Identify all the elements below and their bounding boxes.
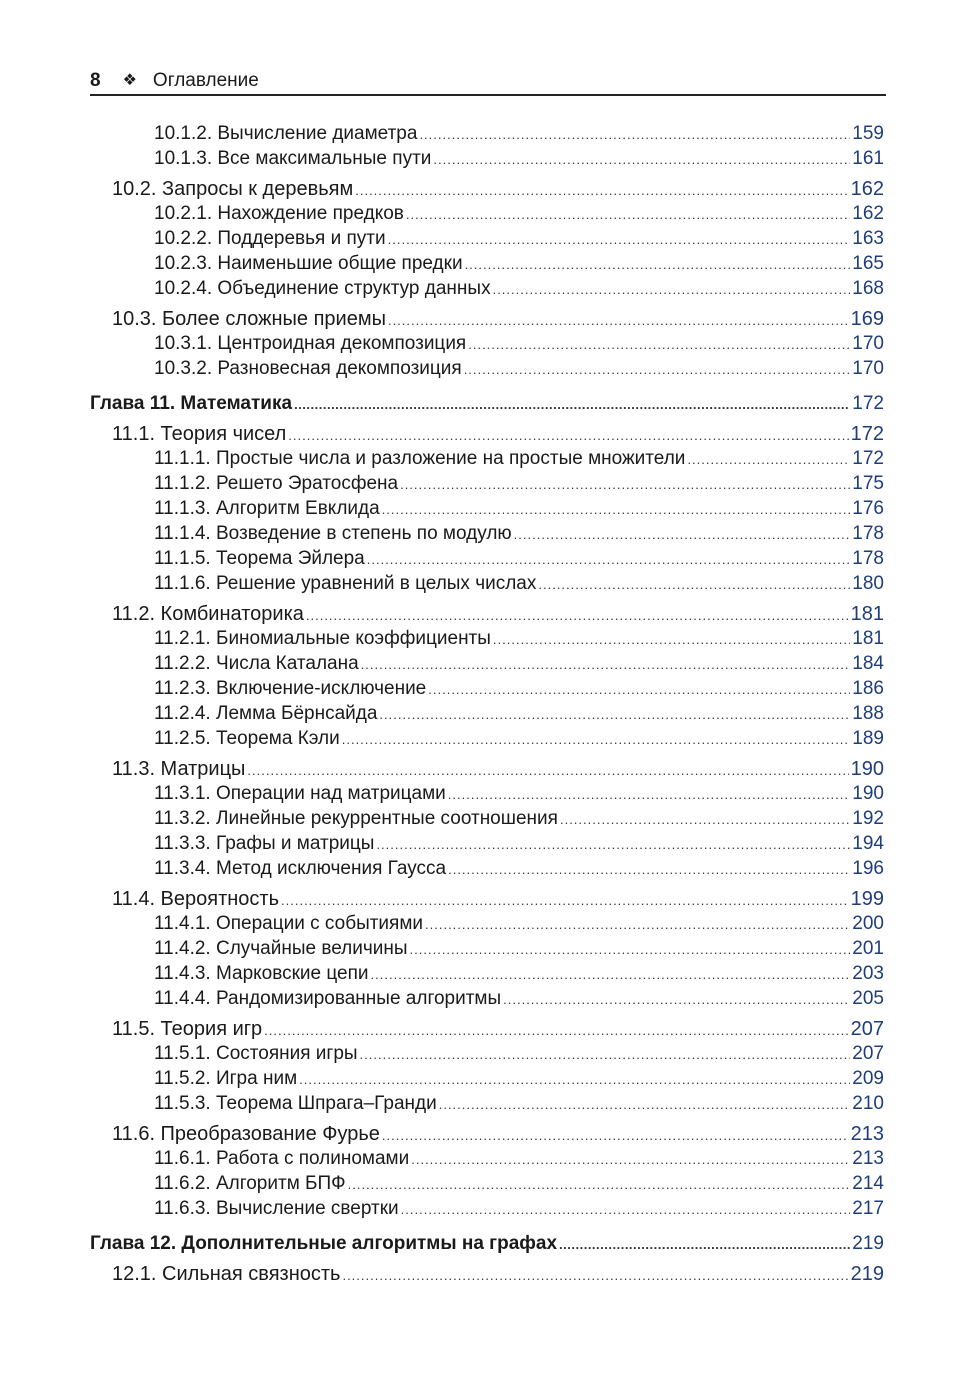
toc-entry-title: 11.4.4. Рандомизированные алгоритмы — [154, 988, 502, 1009]
dot-leader — [281, 893, 849, 908]
toc-entry-title: 10.2.4. Объединение структур данных — [154, 278, 491, 299]
toc-page-number: 170 — [852, 358, 884, 379]
toc-subsection-entry[interactable] — [0, 628, 974, 653]
toc-page-number: 217 — [852, 1198, 884, 1219]
dot-leader — [433, 152, 850, 167]
dot-leader — [687, 452, 850, 467]
dot-leader — [342, 732, 851, 747]
toc-section-entry[interactable] — [0, 308, 974, 333]
toc-entry-title: 11.3.3. Графы и матрицы — [154, 833, 375, 854]
toc-entry-title: 11.4.2. Случайные величины — [154, 938, 408, 959]
toc-subsection-entry[interactable] — [0, 333, 974, 358]
toc-subsection-entry[interactable] — [0, 963, 974, 988]
toc-subsection-entry[interactable] — [0, 473, 974, 498]
toc-subsection-entry[interactable] — [0, 573, 974, 598]
dot-leader — [355, 183, 848, 198]
toc-entry-title: 10.1.3. Все максимальные пути — [154, 148, 432, 169]
toc-page-number: 205 — [852, 988, 884, 1009]
toc-entry-title: 11.4.1. Операции с событиями — [154, 913, 424, 934]
header-title: Оглавление — [152, 70, 259, 91]
toc-page-number: 199 — [850, 888, 884, 910]
toc-page-number: 207 — [852, 1043, 884, 1064]
toc-section-entry[interactable] — [0, 1018, 974, 1043]
toc-page-number: 213 — [850, 1123, 884, 1145]
dot-leader — [538, 577, 850, 592]
toc-page-number: 213 — [852, 1148, 884, 1169]
toc-page-number: 172 — [850, 423, 884, 445]
toc-page-number: 194 — [852, 833, 884, 854]
toc-subsection-entry[interactable] — [0, 548, 974, 573]
dot-leader — [468, 337, 850, 352]
dot-leader — [406, 207, 850, 222]
toc-subsection-entry[interactable] — [0, 203, 974, 228]
ornament-icon: ❖ — [122, 72, 137, 89]
toc-entry-title: 11.2.1. Биномиальные коэффициенты — [154, 628, 491, 649]
toc-subsection-entry[interactable] — [0, 1093, 974, 1118]
toc-page-number: 180 — [852, 573, 884, 594]
dot-leader — [514, 527, 851, 542]
toc-subsection-entry[interactable] — [0, 1148, 974, 1173]
dot-leader — [411, 1152, 850, 1167]
dot-leader — [559, 1237, 850, 1252]
dot-leader — [371, 967, 851, 982]
toc-page-number: 201 — [852, 938, 884, 959]
dot-leader — [425, 917, 850, 932]
toc-page-number: 162 — [852, 203, 884, 224]
toc-page-number: 200 — [852, 913, 884, 934]
toc-subsection-entry[interactable] — [0, 1043, 974, 1068]
dot-leader — [348, 1177, 851, 1192]
toc-subsection-entry[interactable] — [0, 678, 974, 703]
toc-subsection-entry[interactable] — [0, 123, 974, 148]
toc-subsection-entry[interactable] — [0, 938, 974, 963]
toc-entry-title: 10.3.2. Разновесная декомпозиция — [154, 358, 462, 379]
toc-subsection-entry[interactable] — [0, 228, 974, 253]
toc-entry-title: 10.2.3. Наименьшие общие предки — [154, 253, 463, 274]
dot-leader — [448, 862, 850, 877]
dot-leader — [400, 477, 850, 492]
toc-entry-title: 11.4.3. Марковские цепи — [154, 963, 369, 984]
toc-subsection-entry[interactable] — [0, 653, 974, 678]
toc-page-number: 172 — [852, 448, 884, 469]
toc-subsection-entry[interactable] — [0, 253, 974, 278]
dot-leader — [306, 608, 849, 623]
dot-leader — [401, 1202, 851, 1217]
toc-page-number: 184 — [852, 653, 884, 674]
toc-page-number: 178 — [852, 523, 884, 544]
toc-page-number: 209 — [852, 1068, 884, 1089]
toc-page-number: 189 — [852, 728, 884, 749]
toc-entry-title: 10.2.2. Поддеревья и пути — [154, 228, 386, 249]
toc-subsection-entry[interactable] — [0, 278, 974, 303]
dot-leader — [410, 942, 851, 957]
toc-subsection-entry[interactable] — [0, 148, 974, 173]
toc-subsection-entry[interactable] — [0, 358, 974, 383]
toc-section-entry[interactable] — [0, 178, 974, 203]
toc-entry-title: 12.1. Сильная связность — [112, 1263, 341, 1285]
toc-entry-title: 11.1.4. Возведение в степень по модулю — [154, 523, 512, 544]
toc-subsection-entry[interactable] — [0, 1173, 974, 1198]
dot-leader — [439, 1097, 851, 1112]
toc-page-number: 192 — [852, 808, 884, 829]
toc-page-number: 181 — [852, 628, 884, 649]
dot-leader — [264, 1023, 848, 1038]
toc-page-number: 190 — [852, 783, 884, 804]
dot-leader — [382, 1128, 849, 1143]
toc-entry-title: Глава 11. Математика — [90, 393, 293, 414]
toc-entry-title: 11.1.6. Решение уравнений в целых числах — [154, 573, 537, 594]
toc-page-number: 214 — [852, 1173, 884, 1194]
toc-page-number: 181 — [850, 603, 884, 625]
toc-page-number: 186 — [852, 678, 884, 699]
toc-entry-title: 10.2.1. Нахождение предков — [154, 203, 404, 224]
toc-section-entry[interactable] — [0, 758, 974, 783]
dot-leader — [448, 787, 851, 802]
toc-entry-title: 11.6.1. Работа с полиномами — [154, 1148, 410, 1169]
toc-page-number: 175 — [852, 473, 884, 494]
toc-entry-title: 11.1.3. Алгоритм Евклида — [154, 498, 380, 519]
dot-leader — [503, 992, 850, 1007]
toc-page-number: 159 — [852, 123, 884, 144]
dot-leader — [464, 362, 851, 377]
toc-entry-title: 11.1.2. Решето Эратосфена — [154, 473, 399, 494]
dot-leader — [493, 282, 851, 297]
toc-subsection-entry[interactable] — [0, 988, 974, 1013]
toc-page-number: 163 — [852, 228, 884, 249]
toc-subsection-entry[interactable] — [0, 1068, 974, 1093]
dot-leader — [247, 763, 848, 778]
dot-leader — [294, 397, 850, 412]
toc-entry-title: 11.6. Преобразование Фурье — [112, 1123, 380, 1145]
toc-section-entry[interactable] — [0, 423, 974, 448]
toc-entry-title: 11.2.3. Включение-исключение — [154, 678, 427, 699]
toc-entry-title: 10.3. Более сложные приемы — [112, 308, 386, 330]
dot-leader — [493, 632, 850, 647]
dot-leader — [388, 313, 849, 328]
toc-page-number: 203 — [852, 963, 884, 984]
toc-page-number: 219 — [850, 1263, 884, 1285]
toc-entry-title: 11.6.3. Вычисление свертки — [154, 1198, 399, 1219]
toc-page-number: 178 — [852, 548, 884, 569]
dot-leader — [361, 657, 851, 672]
toc-page-number: 176 — [852, 498, 884, 519]
dot-leader — [376, 837, 850, 852]
toc-subsection-entry[interactable] — [0, 703, 974, 728]
toc-entry-title: 11.5.3. Теорема Шпрага–Гранди — [154, 1093, 437, 1114]
dot-leader — [428, 682, 850, 697]
toc-page-number: 168 — [852, 278, 884, 299]
dot-leader — [382, 502, 851, 517]
toc-entry-title: 10.3.1. Центроидная декомпозиция — [154, 333, 467, 354]
toc-page-number: 196 — [852, 858, 884, 879]
toc-page-number: 188 — [852, 703, 884, 724]
toc-page-number: 161 — [852, 148, 884, 169]
toc-page-number: 190 — [850, 758, 884, 780]
dot-leader — [360, 1047, 851, 1062]
toc-entry-title: 11.3. Матрицы — [112, 758, 246, 780]
toc-section-entry[interactable] — [0, 888, 974, 913]
toc-entry-title: 11.2.2. Числа Каталана — [154, 653, 359, 674]
toc-entry-title: 11.5.2. Игра ним — [154, 1068, 298, 1089]
dot-leader — [342, 1268, 848, 1283]
toc-entry-title: 10.1.2. Вычисление диаметра — [154, 123, 418, 144]
running-header — [90, 68, 886, 96]
toc-page-number: 162 — [850, 178, 884, 200]
toc-page-number: 169 — [850, 308, 884, 330]
toc-section-entry[interactable] — [0, 1263, 974, 1288]
toc-page-number: 170 — [852, 333, 884, 354]
toc-subsection-entry[interactable] — [0, 833, 974, 858]
toc-entry-title: 11.4. Вероятность — [112, 888, 280, 910]
toc-entry-title: 10.2. Запросы к деревьям — [112, 178, 354, 200]
toc-page-number: 210 — [852, 1093, 884, 1114]
toc-subsection-entry[interactable] — [0, 448, 974, 473]
toc-entry-title: 11.3.2. Линейные рекуррентные соотношения — [154, 808, 558, 829]
toc-page-number: 219 — [852, 1233, 884, 1254]
toc-subsection-entry[interactable] — [0, 1198, 974, 1223]
toc-chapter-entry[interactable] — [0, 1233, 974, 1258]
toc-subsection-entry[interactable] — [0, 858, 974, 883]
toc-subsection-entry[interactable] — [0, 728, 974, 753]
dot-leader — [560, 812, 850, 827]
dot-leader — [379, 707, 850, 722]
toc-page-number: 207 — [850, 1018, 884, 1040]
toc-subsection-entry[interactable] — [0, 808, 974, 833]
toc-entry-title: 11.1. Теория чисел — [112, 423, 287, 445]
toc-subsection-entry[interactable] — [0, 498, 974, 523]
dot-leader — [465, 257, 851, 272]
toc-chapter-entry[interactable] — [0, 393, 974, 418]
dot-leader — [299, 1072, 850, 1087]
toc-entry-title: 11.1.1. Простые числа и разложение на простые множители — [154, 448, 686, 469]
toc-entry-title: 11.6.2. Алгоритм БПФ — [154, 1173, 346, 1194]
page-number: 8 — [90, 70, 101, 91]
toc-entry-title: 11.2.5. Теорема Кэли — [154, 728, 340, 749]
toc-section-entry[interactable] — [0, 1123, 974, 1148]
toc-subsection-entry[interactable] — [0, 523, 974, 548]
toc-entry-title: 11.3.1. Операции над матрицами — [154, 783, 446, 804]
toc-entry-title: 11.3.4. Метод исключения Гаусса — [154, 858, 447, 879]
toc-entry-title: 11.5. Теория игр — [112, 1018, 263, 1040]
toc-entry-title: 11.2.4. Лемма Бёрнсайда — [154, 703, 378, 724]
toc-entry-title: Глава 12. Дополнительные алгоритмы на графах — [90, 1233, 558, 1254]
toc-entry-title: 11.2. Комбинаторика — [112, 603, 304, 625]
toc-subsection-entry[interactable] — [0, 783, 974, 808]
dot-leader — [367, 552, 851, 567]
toc-entry-title: 11.5.1. Состояния игры — [154, 1043, 358, 1064]
dot-leader — [419, 127, 850, 142]
toc-section-entry[interactable] — [0, 603, 974, 628]
dot-leader — [388, 232, 851, 247]
toc-entry-title: 11.1.5. Теорема Эйлера — [154, 548, 365, 569]
toc-page-number: 165 — [852, 253, 884, 274]
toc-subsection-entry[interactable] — [0, 913, 974, 938]
dot-leader — [288, 428, 848, 443]
toc-page-number: 172 — [852, 393, 884, 414]
